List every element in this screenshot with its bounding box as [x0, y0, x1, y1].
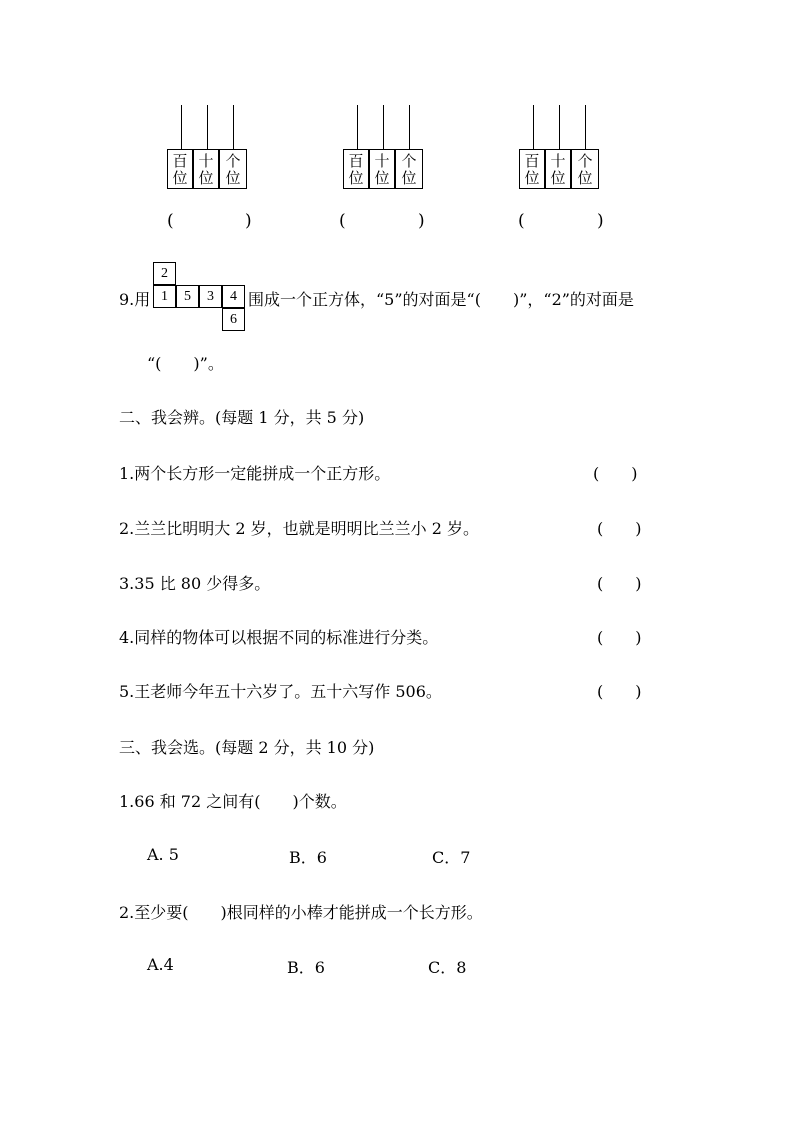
judge-question: 3.35 比 80 少得多。: [119, 574, 271, 593]
choice-option-c[interactable]: C．8: [428, 958, 467, 977]
net-cell: 4: [222, 285, 245, 308]
tens-place: 十 位: [545, 149, 571, 189]
answer-paren-open: (: [518, 211, 525, 231]
answer-paren-close[interactable]: ): [245, 211, 252, 231]
net-cell: 6: [222, 308, 245, 331]
abacus-rod: [559, 105, 560, 149]
net-cell: 5: [176, 285, 199, 308]
hundreds-place: 百 位: [167, 149, 193, 189]
judge-answer-blank[interactable]: ( ): [597, 628, 642, 647]
net-cell: 2: [153, 262, 176, 285]
abacus-3: [519, 105, 601, 191]
answer-paren-open: (: [339, 211, 346, 231]
answer-paren-close[interactable]: ): [597, 211, 604, 231]
net-cell: 1: [153, 285, 176, 308]
abacus-rod: [233, 105, 234, 149]
choice-question: 1.66 和 72 之间有( )个数。: [119, 792, 347, 811]
choice-option-b[interactable]: B．6: [287, 958, 325, 977]
judge-question: 5.王老师今年五十六岁了。五十六写作 506。: [119, 682, 442, 701]
judge-question: 1.两个长方形一定能拼成一个正方形。: [119, 464, 391, 483]
abacus-rod: [585, 105, 586, 149]
abacus-rod: [207, 105, 208, 149]
choice-option-a[interactable]: A.4: [147, 955, 174, 974]
question-9-line2: “( )”。: [147, 354, 224, 373]
ones-place: 个 位: [395, 149, 423, 189]
judge-answer-blank[interactable]: ( ): [593, 464, 638, 483]
hundreds-place: 百 位: [519, 149, 545, 189]
judge-question: 2.兰兰比明明大 2 岁，也就是明明比兰兰小 2 岁。: [119, 519, 479, 538]
choice-option-b[interactable]: B．6: [289, 848, 327, 867]
question-9-prefix: 9.用: [119, 290, 151, 309]
judge-answer-blank[interactable]: ( ): [597, 682, 642, 701]
ones-place: 个 位: [219, 149, 247, 189]
net-cell: 3: [199, 285, 222, 308]
judge-answer-blank[interactable]: ( ): [597, 574, 642, 593]
abacus-2: [343, 105, 425, 191]
choice-option-c[interactable]: C．7: [432, 848, 471, 867]
tens-place: 十 位: [369, 149, 395, 189]
question-9-text: 围成一个正方体，“5”的对面是“( )”，“2”的对面是: [248, 290, 634, 309]
judge-answer-blank[interactable]: ( ): [597, 519, 642, 538]
abacus-rod: [181, 105, 182, 149]
abacus-rod: [383, 105, 384, 149]
abacus-rod: [409, 105, 410, 149]
abacus-rod: [533, 105, 534, 149]
section-2-heading: 二、我会辨。(每题 1 分，共 5 分): [119, 408, 365, 427]
hundreds-place: 百 位: [343, 149, 369, 189]
ones-place: 个 位: [571, 149, 599, 189]
answer-paren-open: (: [167, 211, 174, 231]
choice-question: 2.至少要( )根同样的小棒才能拼成一个长方形。: [119, 903, 483, 922]
judge-question: 4.同样的物体可以根据不同的标准进行分类。: [119, 628, 439, 647]
section-3-heading: 三、我会选。(每题 2 分，共 10 分): [119, 738, 375, 757]
tens-place: 十 位: [193, 149, 219, 189]
abacus-1: [167, 105, 249, 191]
answer-paren-close[interactable]: ): [418, 211, 425, 231]
abacus-rod: [357, 105, 358, 149]
choice-option-a[interactable]: A. 5: [147, 845, 179, 864]
